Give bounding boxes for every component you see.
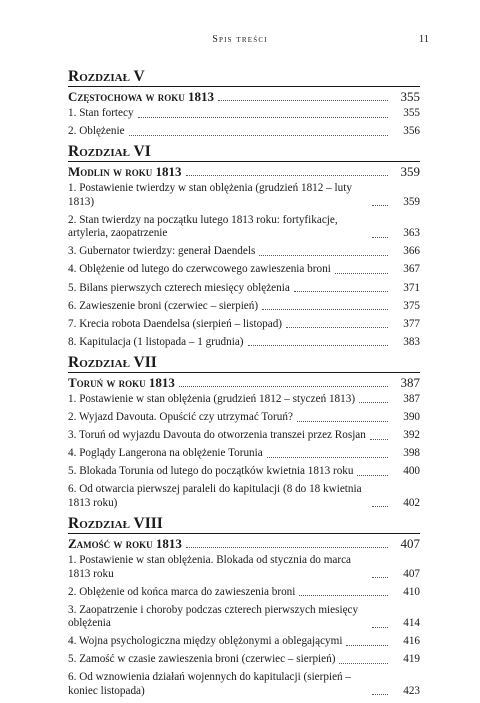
- entry-page: 356: [403, 125, 420, 138]
- toc-entry[interactable]: [68, 671, 420, 698]
- dot-leader: [218, 100, 388, 101]
- entry-title: 5. Bilans pierwszych czterech miesięcy oblężenia: [68, 281, 290, 294]
- toc-entry[interactable]: [68, 429, 420, 443]
- dot-leader: [357, 475, 388, 476]
- entry-title: 2. Oblężenie: [68, 125, 125, 138]
- chapter-page: 387: [400, 374, 420, 390]
- chapter-8: [68, 515, 420, 698]
- dot-leader: [297, 421, 388, 422]
- toc-entry[interactable]: [68, 245, 420, 259]
- page-number: 11: [418, 34, 429, 45]
- dot-leader: [359, 402, 388, 403]
- dot-leader: [372, 205, 388, 206]
- entry-title: 4. Poglądy Langerona na oblężenie Torunia: [68, 447, 263, 460]
- chapter-heading: Rozdział VI: [68, 143, 420, 162]
- dot-leader: [179, 386, 388, 387]
- entry-title: 5. Zamość w czasie zawieszenia broni (czerwiec – sierpień): [68, 653, 336, 666]
- dot-leader: [267, 457, 388, 458]
- chapter-title: Modlin w roku 1813: [68, 164, 182, 180]
- entry-page: 359: [403, 195, 420, 208]
- toc-entry[interactable]: [68, 586, 420, 600]
- chapter-heading: Rozdział V: [68, 68, 420, 87]
- chapter-title: Częstochowa w roku 1813: [68, 89, 214, 104]
- entry-page: 390: [403, 411, 420, 424]
- toc-entry[interactable]: [68, 447, 420, 461]
- entry-title: 7. Krecia robota Daendelsa (sierpień – listopad): [68, 317, 283, 330]
- entry-page: 387: [403, 392, 420, 405]
- entry-page: 383: [403, 335, 420, 348]
- entry-title: 6. Od wznowienia działań wojennych do kapitulacji (sierpień – koniec listopada): [68, 671, 352, 697]
- dot-leader: [346, 645, 388, 646]
- running-title: Spis treści: [212, 34, 268, 45]
- entry-title: 1. Postawienie w stan oblężenia. Blokada od stycznia do marca 1813 roku: [68, 554, 352, 580]
- entry-title: 2. Wyjazd Davouta. Opuścić czy utrzymać Toruń?: [68, 411, 293, 424]
- toc-entry[interactable]: [68, 318, 420, 332]
- entry-page: 419: [403, 653, 420, 666]
- entry-page: 407: [403, 567, 420, 580]
- toc-entry[interactable]: [68, 263, 420, 277]
- chapter-heading: Rozdział VII: [68, 354, 420, 373]
- chapter-7: [68, 354, 420, 510]
- entry-title: 3. Gubernator twierdzy: generał Daendels: [68, 245, 256, 258]
- entry-title: 5. Blokada Torunia od lutego do początków kwietnia 1813 roku: [68, 465, 354, 478]
- table-of-contents: [68, 68, 420, 703]
- dot-leader: [339, 663, 388, 664]
- dot-leader: [372, 627, 388, 628]
- dot-leader: [259, 255, 388, 256]
- dot-leader: [294, 291, 388, 292]
- toc-entry[interactable]: [68, 282, 420, 296]
- toc-entry[interactable]: [68, 465, 420, 479]
- entry-page: 366: [403, 245, 420, 258]
- entry-page: 402: [403, 496, 420, 509]
- entry-page: 414: [403, 617, 420, 630]
- chapter-title: Toruń w roku 1813: [68, 374, 175, 390]
- toc-entry[interactable]: [68, 300, 420, 314]
- dot-leader: [186, 547, 388, 548]
- chapter-heading: Rozdział VIII: [68, 515, 420, 534]
- entry-page: 416: [403, 635, 420, 648]
- dot-leader: [262, 309, 388, 310]
- toc-entry[interactable]: [68, 653, 420, 667]
- chapter-title-row[interactable]: [68, 534, 420, 553]
- entry-title: 6. Od otwarcia pierwszej paraleli do kapitulacji (8 do 18 kwietnia 1813 roku): [68, 483, 362, 509]
- entry-title: 1. Postawienie w stan oblężenia (grudzień 1812 – styczeń 1813): [68, 392, 356, 405]
- dot-leader: [372, 577, 388, 578]
- toc-entry[interactable]: [68, 393, 420, 407]
- chapter-page: 355: [400, 89, 420, 104]
- chapter-6: [68, 143, 420, 349]
- entry-page: 410: [403, 585, 420, 598]
- toc-entry[interactable]: [68, 411, 420, 425]
- chapter-5: [68, 68, 420, 139]
- chapter-title: Zamość w roku 1813: [68, 536, 182, 551]
- toc-entry[interactable]: [68, 604, 420, 631]
- entry-page: 371: [403, 281, 420, 294]
- entry-page: 363: [403, 227, 420, 240]
- entry-title: 4. Oblężenie od lutego do czerwcowego zawieszenia broni: [68, 263, 331, 276]
- dot-leader: [299, 595, 388, 596]
- entry-title: 4. Wojna psychologiczna między oblężonymi a oblegającymi: [68, 635, 343, 648]
- entry-page: 400: [403, 465, 420, 478]
- entry-title: 2. Oblężenie od końca marca do zawieszenia broni: [68, 585, 296, 598]
- chapter-page: 407: [400, 536, 420, 551]
- dot-leader: [248, 345, 388, 346]
- entry-page: 375: [403, 299, 420, 312]
- entry-page: 355: [403, 107, 420, 119]
- dot-leader: [372, 694, 388, 695]
- dot-leader: [286, 327, 388, 328]
- dot-leader: [370, 439, 388, 440]
- dot-leader: [129, 135, 388, 136]
- dot-leader: [138, 117, 388, 118]
- chapter-title-row[interactable]: [68, 373, 420, 392]
- entry-page: 392: [403, 429, 420, 442]
- chapter-page: 359: [400, 164, 420, 180]
- toc-entry[interactable]: [68, 554, 420, 581]
- toc-entry[interactable]: [68, 483, 420, 510]
- entry-title: 8. Kapitulacja (1 listopada – 1 grudnia): [68, 335, 244, 348]
- entry-title: 6. Zawieszenie broni (czerwiec – sierpień): [68, 299, 259, 312]
- toc-entry[interactable]: [68, 182, 420, 209]
- entry-page: 367: [403, 263, 420, 276]
- chapter-title-row[interactable]: [68, 87, 420, 106]
- chapter-title-row[interactable]: [68, 162, 420, 181]
- entry-title: 3. Toruń od wyjazdu Davouta do otworzenia transzei przez Rosjan: [68, 429, 366, 442]
- dot-leader: [372, 506, 388, 507]
- toc-entry[interactable]: [68, 635, 420, 649]
- dot-leader: [335, 273, 388, 274]
- entry-page: 398: [403, 447, 420, 460]
- toc-entry[interactable]: [68, 107, 420, 121]
- toc-entry[interactable]: [68, 125, 420, 139]
- entry-page: 423: [403, 684, 420, 697]
- entry-title: 2. Stan twierdzy na początku lutego 1813 roku: fortyfikacje, artyleria, zaopatrzenie: [68, 213, 338, 240]
- entry-title: 1. Stan fortecy: [68, 107, 134, 119]
- dot-leader: [372, 237, 388, 238]
- entry-page: 377: [403, 317, 420, 330]
- entry-title: 1. Postawienie twierdzy w stan oblężenia (grudzień 1812 – luty 1813): [68, 182, 352, 208]
- dot-leader: [186, 175, 388, 176]
- running-header: [0, 34, 480, 48]
- entry-title: 3. Zaopatrzenie i choroby podczas czterech pierwszych miesięcy oblężenia: [68, 603, 359, 630]
- toc-entry[interactable]: [68, 214, 420, 241]
- toc-entry[interactable]: [68, 336, 420, 350]
